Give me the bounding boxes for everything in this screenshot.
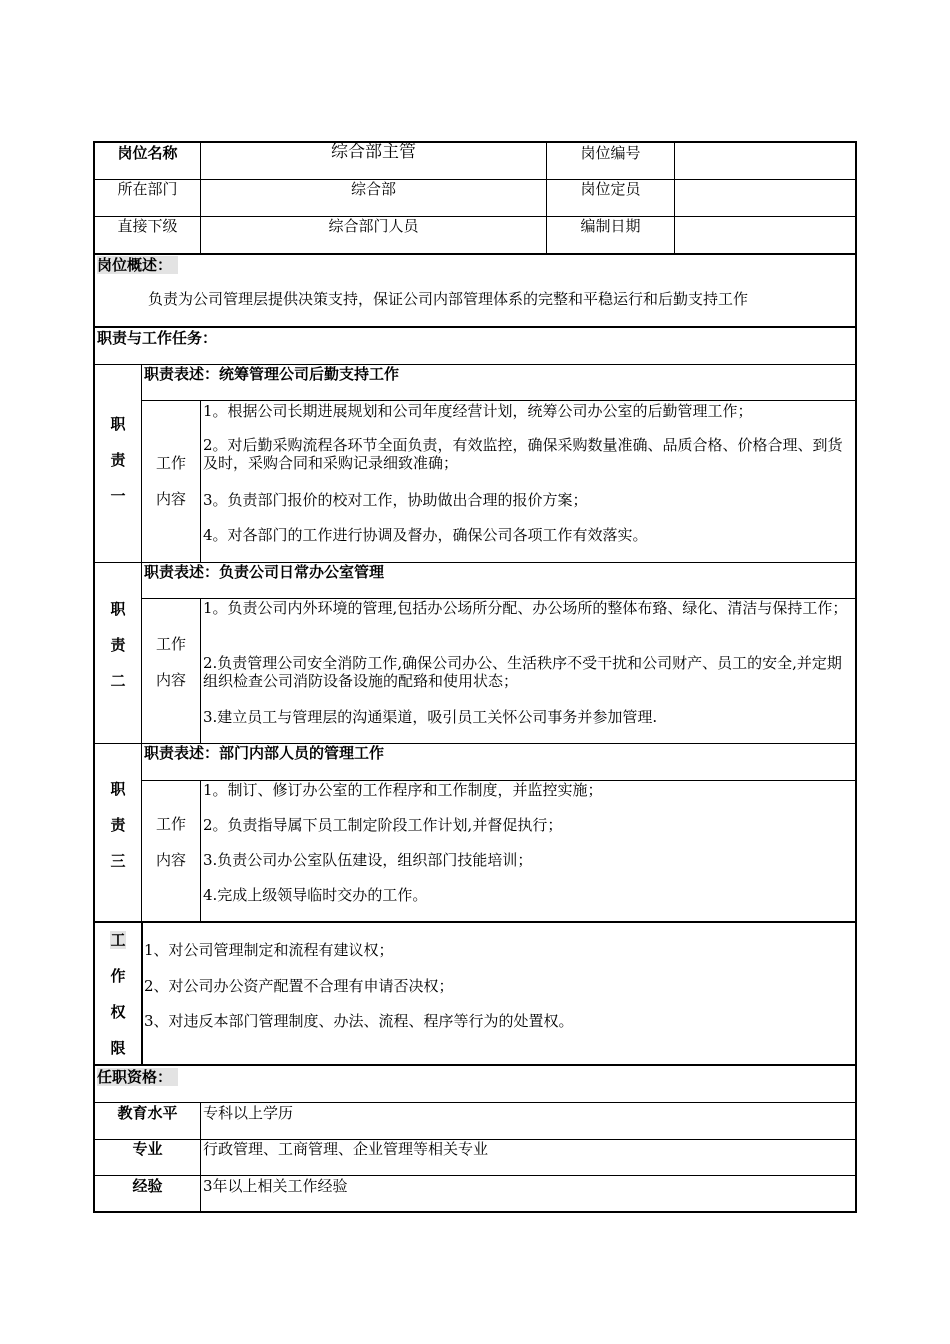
experience-label: 经验 [132,1177,163,1195]
authority-item-3: 3、对违反本部门管理制度、办法、流程、程序等行为的处置权。 [144,1012,574,1030]
duty-3-task-3: 3.负责公司办公室队伍建设，组织部门技能培训； [203,851,533,869]
duty-3-task-2: 2。负责指导属下员工制定阶段工作计划,并督促执行； [203,816,563,834]
duty-2-task-3: 3.建立员工与管理层的沟通渠道，吸引员工关怀公司事务并参加管理. [203,708,658,726]
duty-1-side-label: 职 责 一 [110,415,126,505]
major-label: 专业 [132,1140,163,1158]
duty-2-side-label: 职 责 二 [110,600,126,690]
authority-item-1: 1、对公司管理制定和流程有建议权； [144,941,394,959]
overview-text: 负责为公司管理层提供决策支持，保证公司内部管理体系的完整和平稳运行和后勤支持工作 [148,290,749,308]
experience-value: 3年以上相关工作经验 [203,1177,348,1195]
duties-title: 职责与工作任务： [97,329,218,347]
headcount-label: 岗位定员 [580,180,641,198]
department-value: 综合部 [350,180,396,198]
prepared-date-label: 编制日期 [580,217,641,235]
duty-2-task-1: 1。负责公司内外环境的管理,包括办公场所分配、办公场所的整体布臵、绿化、清洁与保持工作； [203,599,848,617]
duty-1-task-2: 2。对后勤采购流程各环节全面负责，有效监控，确保采购数量准确、品质合格、价格合理、到货及时，采购合同和采购记录细致准确； [203,436,843,472]
duty-1-work-label: 工作 内容 [155,454,186,508]
overview-title: 岗位概述： [97,256,178,274]
duty-3-task-1: 1。制订、修订办公室的工作程序和工作制度，并监控实施； [203,781,603,799]
authority-side-label: 工 作 权 限 [110,931,126,1057]
subordinates-value: 综合部门人员 [328,217,419,235]
duty-3-work-label: 工作 内容 [155,815,186,869]
duty-1-statement: 职责表述：统筹管理公司后勤支持工作 [144,365,400,383]
duty-3-side-label: 职 责 三 [110,780,126,870]
major-value: 行政管理、工商管理、企业管理等相关专业 [203,1140,489,1158]
subordinates-label: 直接下级 [117,217,178,235]
job-code-label: 岗位编号 [580,144,641,162]
duty-1-task-4: 4。对各部门的工作进行协调及督办，确保公司各项工作有效落实。 [203,526,648,544]
duty-2-work-label: 工作 内容 [155,635,186,689]
authority-item-2: 2、对公司办公资产配置不合理有申请否决权； [144,977,454,995]
duty-1-task-3: 3。负责部门报价的校对工作，协助做出合理的报价方案； [203,491,588,509]
duty-2-statement: 职责表述：负责公司日常办公室管理 [144,563,385,581]
job-title-label: 岗位名称 [117,144,178,162]
duty-3-statement: 职责表述：部门内部人员的管理工作 [144,744,385,762]
job-title-value: 综合部主管 [331,142,416,162]
job-description-form [93,141,857,1213]
duty-1-task-1: 1。根据公司长期进展规划和公司年度经营计划，统筹公司办公室的后勤管理工作； [203,402,753,420]
education-value: 专科以上学历 [203,1104,294,1122]
department-label: 所在部门 [117,180,178,198]
education-label: 教育水平 [117,1104,178,1122]
duty-3-task-4: 4.完成上级领导临时交办的工作。 [203,886,428,904]
duty-2-task-2: 2.负责管理公司安全消防工作,确保公司办公、生活秩序不受干扰和公司财产、员工的安全,并定期组织检查公司消防设备设施的配臵和使用状态； [203,654,842,690]
qualifications-title: 任职资格： [97,1068,178,1086]
